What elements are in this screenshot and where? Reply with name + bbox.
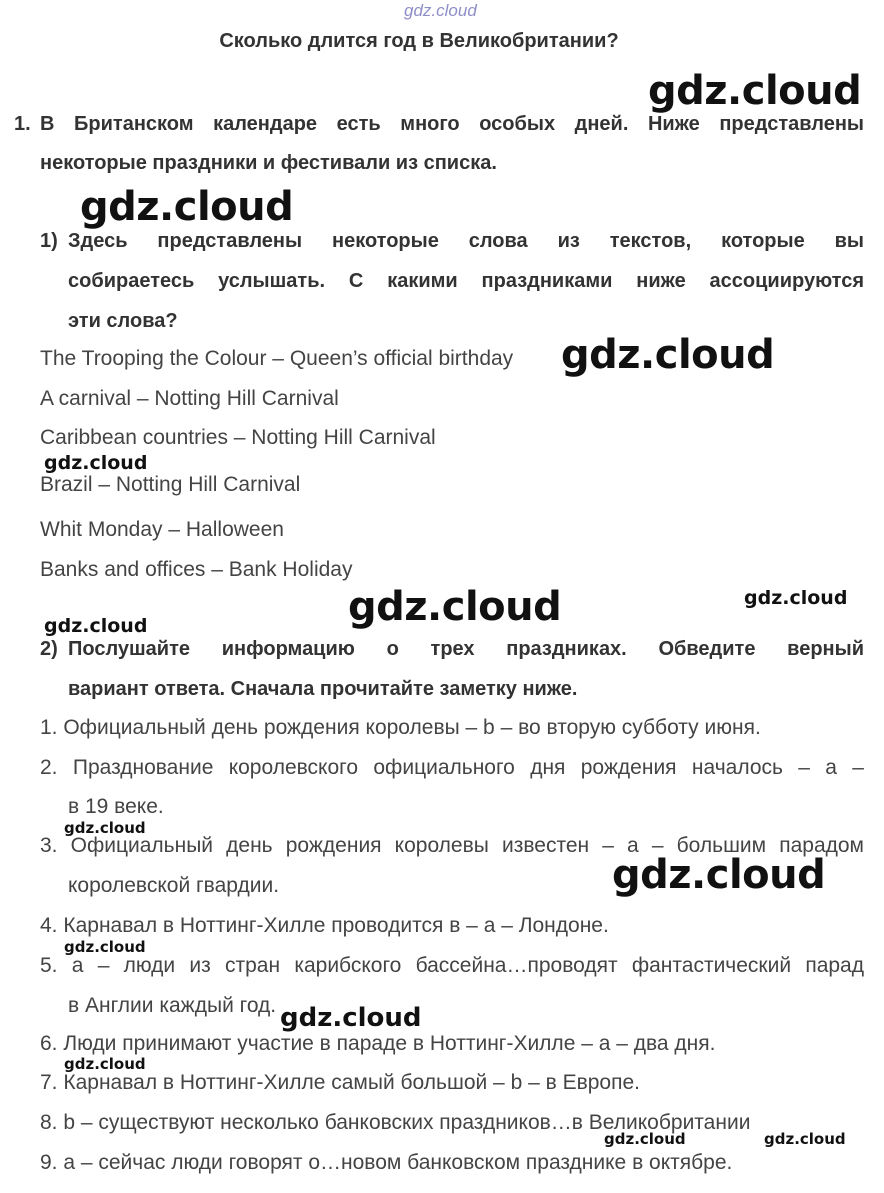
answer-item-continued: в 19 веке. xyxy=(68,795,164,818)
answer-item: 9. a – сейчас люди говорят о…новом банковском празднике в октябре. xyxy=(40,1151,733,1174)
answer-item-continued: в Англии каждый год. xyxy=(68,994,277,1017)
answer-item: 1. Официальный день рождения королевы – b – во вторую субботу июня. xyxy=(40,716,761,739)
association-item: Banks and offices – Bank Holiday xyxy=(40,558,353,581)
watermark: gdz.cloud xyxy=(764,1130,846,1148)
watermark: gdz.cloud xyxy=(80,184,294,230)
sub1-line1: Здесь представлены некоторые слова из текстов, которые вы xyxy=(68,230,864,252)
page-title: Сколько длится год в Великобритании? xyxy=(219,30,619,52)
answer-item: 3. Официальный день рождения королевы известен – a – большим парадом xyxy=(40,834,864,857)
sub2-number: 2) xyxy=(40,638,58,660)
task1-line1: В Британском календаре есть много особых дней. Ниже представлены xyxy=(40,113,864,135)
watermark: gdz.cloud xyxy=(64,1055,146,1073)
watermark: gdz.cloud xyxy=(64,819,146,837)
task1-number: 1. xyxy=(14,113,31,135)
answer-item: 2. Празднование королевского официального дня рождения началось – a – xyxy=(40,756,864,779)
sub2-line1: Послушайте информацию о трех праздниках. Обведите верный xyxy=(68,638,864,660)
answer-item: 5. a – люди из стран карибского бассейна…проводят фантастический парад xyxy=(40,954,864,977)
watermark: gdz.cloud xyxy=(648,68,862,114)
watermark: gdz.cloud xyxy=(744,587,848,609)
sub1-line3: эти слова? xyxy=(68,310,178,332)
answer-item-continued: королевской гвардии. xyxy=(68,874,280,897)
sub2-line2: вариант ответа. Сначала прочитайте заметку ниже. xyxy=(68,678,578,700)
watermark: gdz.cloud xyxy=(348,584,562,630)
sub1-number: 1) xyxy=(40,230,58,252)
watermark: gdz.cloud xyxy=(64,938,146,956)
association-item: The Trooping the Colour – Queen’s official birthday xyxy=(40,347,514,370)
answer-item: 4. Карнавал в Ноттинг-Хилле проводится в – a – Лондоне. xyxy=(40,914,609,937)
watermark: gdz.cloud xyxy=(280,1003,422,1033)
top-watermark: gdz.cloud xyxy=(404,1,477,20)
association-item: Whit Monday – Halloween xyxy=(40,518,284,541)
watermark: gdz.cloud xyxy=(612,852,826,898)
task1-line2: некоторые праздники и фестивали из списка. xyxy=(40,152,497,174)
watermark: gdz.cloud xyxy=(561,332,775,378)
association-item: Caribbean countries – Notting Hill Carnival xyxy=(40,426,436,449)
answer-item: 6. Люди принимают участие в параде в Ноттинг-Хилле – a – два дня. xyxy=(40,1032,716,1055)
watermark: gdz.cloud xyxy=(44,615,148,637)
answer-item: 7. Карнавал в Ноттинг-Хилле самый большой – b – в Европе. xyxy=(40,1071,640,1094)
association-item: A carnival – Notting Hill Carnival xyxy=(40,387,339,410)
sub1-line2: собираетесь услышать. С какими праздниками ниже ассоциируются xyxy=(68,270,864,292)
association-item: Brazil – Notting Hill Carnival xyxy=(40,473,301,496)
watermark: gdz.cloud xyxy=(604,1130,686,1148)
watermark: gdz.cloud xyxy=(44,452,148,474)
answer-item: 8. b – существуют несколько банковских праздников…в Великобритании xyxy=(40,1111,751,1134)
